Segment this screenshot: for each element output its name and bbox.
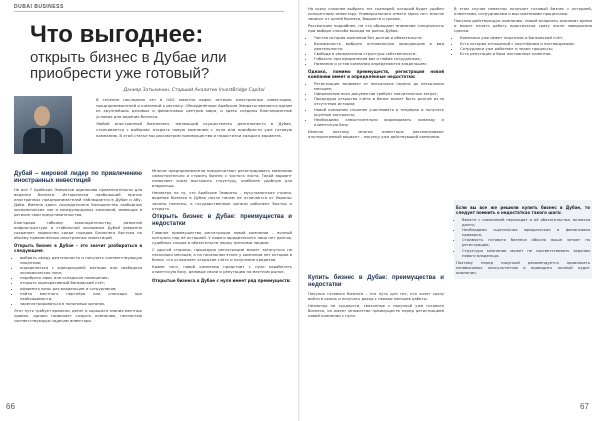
column-subheading: Открыть бизнес в Дубае – это значит разбираться в следующем: [14, 242, 142, 253]
list-item: • открыть корпоративный банковский счёт; [20, 280, 142, 285]
intro-paragraph: В течение последних лет в ОАЭ заметно вырос интерес иностранных инвесторов, предпринимателей и компаний к региону. Объединённые Арабские Эмираты являются одним из крупнейших деловых и финансовых центров мира, и здесь созданы благоприятные условия для ведения бизнеса. [96, 97, 292, 119]
right-column-2 [454, 6, 592, 58]
left-column-2 [152, 168, 292, 285]
list-item: • Стоимость готового бизнеса обычно выше затрат на регистрацию; [462, 237, 590, 247]
article-subtitle: открыть бизнес в Дубае или приобрести уже готовый? [30, 49, 227, 82]
column-subheading: Однако, помимо преимуществ, регистрация новой компании имеет и определённые недостатки: [308, 69, 444, 80]
list-item: • Регистрация занимает от нескольких недель до нескольких месяцев; [314, 81, 444, 91]
right-page [300, 0, 600, 421]
section-label: DUBAI BUSINESS [14, 4, 64, 10]
left-column-1 [14, 168, 142, 325]
paragraph: Несмотря на то, что Арабские Эмираты – мусульманская страна, ведение бизнеса в Дубае почти ничем не отличается от Европы: законы понятны, а государственные органы работают быстро и открыто. [152, 190, 292, 211]
paragraph: В этом случае инвестор получает готовый бизнес с историей, клиентами, сотрудниками и выстроенными процессами. [454, 6, 592, 17]
list-item: • Гибкость при оформлении виз и найме сотрудников; [314, 56, 444, 61]
list-item: • Новой компании сложнее участвовать в тендерах и получать крупные контракты; [314, 107, 444, 117]
column-heading: Дубай – мировой лидер по привлечению иностранных инвестиций [14, 171, 142, 184]
article-title: Что выгоднее: [30, 21, 204, 48]
paragraph: Но сразу сложнее выбрать тот сценарий, который будет удобен конкретному инвестору. Универсального ответа здесь нет: многое зависит от целей бизнеса, бюджета и сроков. [308, 6, 444, 22]
portrait-head-shape [34, 106, 50, 126]
list-item: • Есть история отношений с партнёрами и поставщиками; [460, 41, 592, 46]
header-rule [14, 11, 284, 12]
paragraph: Покупая действующую компанию, новый владелец экономит время и может начать работу практически сразу после завершения сделки. [454, 18, 592, 34]
list-item: • Оформление всех документов требует значительных затрат; [314, 91, 444, 96]
list-item: • определиться с юрисдикцией: материк или свободная экономическая зона; [20, 265, 142, 275]
paragraph: Не все 7 Арабских Эмиратов одинаково привлекательны для ведения бизнеса. Исторически наибольший приток иностранных предпринимателей наблюдается в Дубае и Абу-Даби. Именно здесь сосредоточено большинство свободных экономических зон и международных компаний, имеющих в регионе свои представительства. [14, 187, 142, 218]
right-column-1 [308, 6, 444, 141]
list-item: • Свобода в определении структуры собственности; [314, 51, 444, 56]
paragraph: Благодаря гибкому законодательству, развитой инфраструктуре и стабильной экономике Дубай уверенно сохраняет лидерство среди городов Ближнего Востока по объёму привлечённых иностранных инвестиций. [14, 219, 142, 240]
list-item: • Вместе с компанией переходят и её обязательства, включая долги; [462, 217, 590, 227]
list-item: • Возможность выбрать оптимальную юрисдикцию и вид деятельности; [314, 41, 444, 51]
portrait-tie-shape [41, 129, 45, 143]
bullet-list [456, 217, 590, 258]
list-item: • Чистая история компании без долгов и обязательств; [314, 35, 444, 40]
column-heading: Купить бизнес в Дубае: преимущества и недостатки [308, 275, 444, 288]
author-photo [14, 96, 72, 154]
shaded-box [454, 200, 592, 279]
list-item: • подобрать офис или складское помещение; [20, 275, 142, 280]
paragraph: Рассмотрим подробнее, на что обращают внимание специалисты при выборе способа выхода на рынок Дубая. [308, 23, 444, 34]
paragraph: Кроме того, новой компании предстоит с нуля наработать клиентскую базу, деловые связи и репутацию на местном рынке. [152, 264, 292, 275]
list-item: • Есть репутация и база постоянных клиентов. [460, 51, 592, 56]
paragraph: Именно поэтому многие инвесторы рассматривают альтернативный вариант – покупку уже действующей компании. [308, 128, 444, 139]
list-item: • найти местного партнёра или спонсора при необходимости; [20, 291, 142, 301]
paragraph: Поэтому перед покупкой рекомендуется привлекать независимых консультантов и проводить полный аудит компании. [456, 259, 590, 275]
list-item: • Компания уже имеет лицензию и банковский счёт; [460, 35, 592, 40]
paragraph: Этот путь требует времени, денег и хорошего знания местных правил, однако позволяет создать компанию, полностью соответствующую задачам инвестора. [14, 307, 142, 324]
list-item: • Сотрудники уже работают и знают процессы; [460, 46, 592, 51]
bullet-list [308, 35, 444, 66]
paragraph: Покупка готового бизнеса – это путь для тех, кто хочет сразу войти в рынок и получать доход с первых месяцев работы. [308, 291, 444, 302]
bullet-list [14, 255, 142, 306]
page-number-left: 66 [6, 402, 15, 411]
paragraph: Несмотря на трудности, связанные с покупкой уже готового бизнеса, он имеет множество преимуществ перед регистрацией новой компании с нуля. [308, 303, 444, 319]
list-item: • Процедура открытия счёта в банке может быть долгой из-за отсутствия истории; [314, 96, 444, 106]
list-item: • Структура компании может не соответствовать задачам нового владельца. [462, 248, 590, 258]
list-item: • выбрать сферу деятельности и получить соответствующую лицензию; [20, 255, 142, 265]
paragraph: Многие предприниматели предпочитают регистрировать компанию самостоятельно и строить бизнес с чистого листа. Такой вариант позволяет сразу выстроить структуру, наиболее удобную для владельца. [152, 168, 292, 189]
page-number-right: 67 [580, 402, 589, 411]
author-byline: Данияр Затыкинин, Старший Аналитик InvestBridge Capital [123, 88, 265, 93]
intro-paragraph: Любой иностранный бизнесмен, желающий осуществлять деятельность в Дубае, сталкивается с выбором: открыть новую компанию с нуля или приобрести уже готовую компанию. В этой статье мы рассмотрим преимущества и недостатки каждого варианта. [96, 121, 292, 138]
column-heading: Открыть бизнес в Дубае: преимущества и недостатки [152, 213, 292, 227]
column-subheading: Открытые бизнеса в Дубае с нуля имеет ряд преимуществ: [152, 277, 291, 283]
list-item: • Необходимо самостоятельно формировать команду и клиентскую базу. [314, 117, 444, 127]
paragraph: Главное преимущество регистрации новой компании – полный контроль над её историей. У нового юридического лица нет долгов, судебных споров и обязательств перед третьими лицами. [152, 229, 292, 245]
list-item: • зарегистрироваться в налоговых органах. [20, 301, 142, 306]
list-item: • Необходима тщательная юридическая и финансовая проверка; [462, 227, 590, 237]
list-item: • оформить визы для владельцев и сотрудников; [20, 286, 142, 291]
box-heading: Если вы все же решили купить бизнес в Дубае, то следует помнить о недостатках такого шага: [456, 205, 590, 215]
right-column-bottom [308, 272, 444, 320]
intro-text [96, 97, 292, 140]
bullet-list [454, 35, 592, 55]
list-item: • Название и устав компании определяются владельцем. [314, 61, 444, 66]
bullet-list [308, 81, 444, 127]
paragraph: С другой стороны, процедура регистрации может затянуться на несколько месяцев, а на начальном этапе у компании нет истории в банке, что усложняет открытие счёта и получение кредитов. [152, 247, 292, 263]
